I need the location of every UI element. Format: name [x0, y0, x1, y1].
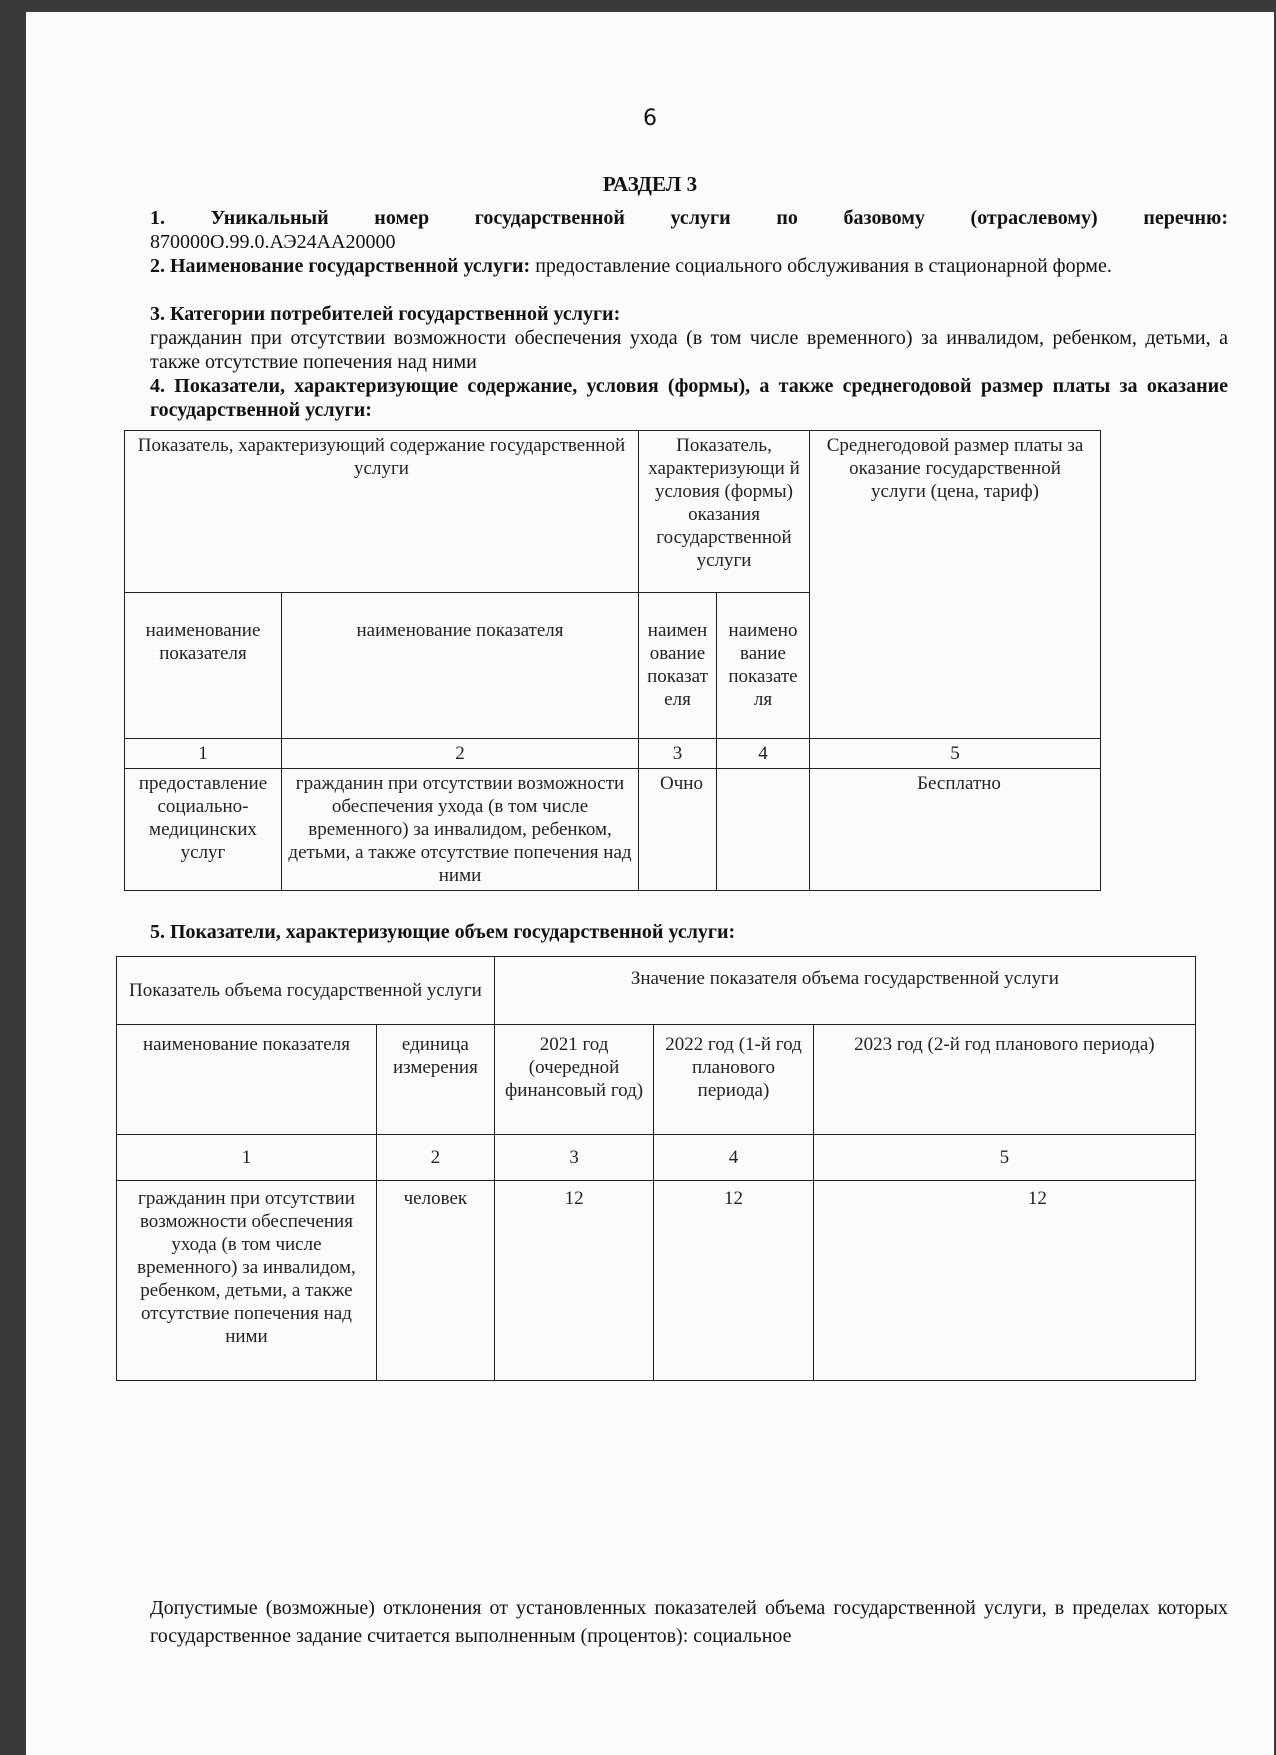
- table-row: [125, 769, 1101, 891]
- page-number: 6: [643, 106, 657, 131]
- cell-value-2023: 12: [813, 1181, 1195, 1381]
- cell-consumer-category: гражданин при отсутствии возможности обеспечения ухода (в том числе временного) за инвалидом, ребенком, детьми, а также отсутствие попечения над ними: [282, 769, 639, 891]
- subheader-2021: 2021 год (очередной финансовый год): [494, 1025, 653, 1135]
- deviation-paragraph: Допустимые (возможные) отклонения от установленных показателей объема государственной услуги, в пределах которых государственное задание считается выполненным (процентов): социальное: [150, 1597, 1228, 1647]
- col-num-3: 3: [494, 1135, 653, 1181]
- subheader-2: наименование показателя: [282, 593, 639, 739]
- col-num-4: 4: [717, 739, 810, 769]
- item-1: [150, 206, 1228, 254]
- subheader-2022: 2022 год (1-й год планового периода): [654, 1025, 813, 1135]
- subheader-2023: 2023 год (2-й год планового периода): [813, 1025, 1195, 1135]
- cell-service-name: предоставление социально-медицинских услуг: [125, 769, 282, 891]
- col-num-2: 2: [282, 739, 639, 769]
- item-3-label: 3. Категории потребителей государственной услуги:: [150, 303, 621, 325]
- content-table: [124, 430, 1101, 891]
- cell-empty: [717, 769, 810, 891]
- item-2-label: 2. Наименование государственной услуги:: [150, 255, 531, 277]
- subheader-unit: единица измерения: [376, 1025, 494, 1135]
- cell-price: Бесплатно: [810, 769, 1101, 891]
- cell-indicator-name: гражданин при отсутствии возможности обеспечения ухода (в том числе временного) за инвалидом, ребенком, детьми, а также отсутствие попечения над ними: [117, 1181, 377, 1381]
- cell-form: Очно: [639, 769, 717, 891]
- col-num-5: 5: [813, 1135, 1195, 1181]
- subheader-1: наименование показателя: [125, 593, 282, 739]
- header-average-price: Среднегодовой размер платы за оказание государственной услуги (цена, тариф): [810, 431, 1101, 739]
- table-row: [117, 1181, 1196, 1381]
- item-4-label: 4. Показатели, характеризующие содержание, условия (формы), а также среднегодовой размер платы за оказание государственной услуги:: [150, 375, 1228, 421]
- header-content-indicator: Показатель, характеризующий содержание государственной услуги: [125, 431, 639, 593]
- col-num-3: 3: [639, 739, 717, 769]
- cell-value-2021: 12: [494, 1181, 653, 1381]
- cell-value-2022: 12: [654, 1181, 813, 1381]
- item-2-value: предоставление социального обслуживания в стационарной форме.: [530, 255, 1112, 277]
- item-3: [150, 302, 1228, 374]
- document-page: [26, 12, 1274, 1755]
- item-5: [150, 920, 1228, 944]
- col-num-1: 1: [117, 1135, 377, 1181]
- col-num-2: 2: [376, 1135, 494, 1181]
- item-1-value: 870000О.99.0.АЭ24АА20000: [150, 231, 396, 253]
- item-1-label: 1. Уникальный номер государственной услуги по базовому (отраслевому) перечню:: [150, 207, 1228, 229]
- col-num-5: 5: [810, 739, 1101, 769]
- col-num-4: 4: [654, 1135, 813, 1181]
- col-num-1: 1: [125, 739, 282, 769]
- subheader-3: наимен ование показат еля: [639, 593, 717, 739]
- item-5-label: 5. Показатели, характеризующие объем государственной услуги:: [150, 921, 736, 943]
- subheader-4: наимено вание показате ля: [717, 593, 810, 739]
- subheader-name: наименование показателя: [117, 1025, 377, 1135]
- header-conditions-indicator: Показатель, характеризующи й условия (формы) оказания государственной услуги: [639, 431, 810, 593]
- item-3-value: гражданин при отсутствии возможности обеспечения ухода (в том числе временного) за инвалидом, ребенком, детьми, а также отсутствие попечения над ними: [150, 327, 1228, 373]
- header-volume-indicator: Показатель объема государственной услуги: [117, 957, 495, 1025]
- cell-unit: человек: [376, 1181, 494, 1381]
- item-4: [150, 374, 1228, 422]
- header-volume-value: Значение показателя объема государственной услуги: [494, 957, 1195, 1025]
- volume-table: [116, 956, 1196, 1381]
- item-2: [150, 254, 1228, 278]
- section-title: РАЗДЕЛ 3: [602, 172, 698, 196]
